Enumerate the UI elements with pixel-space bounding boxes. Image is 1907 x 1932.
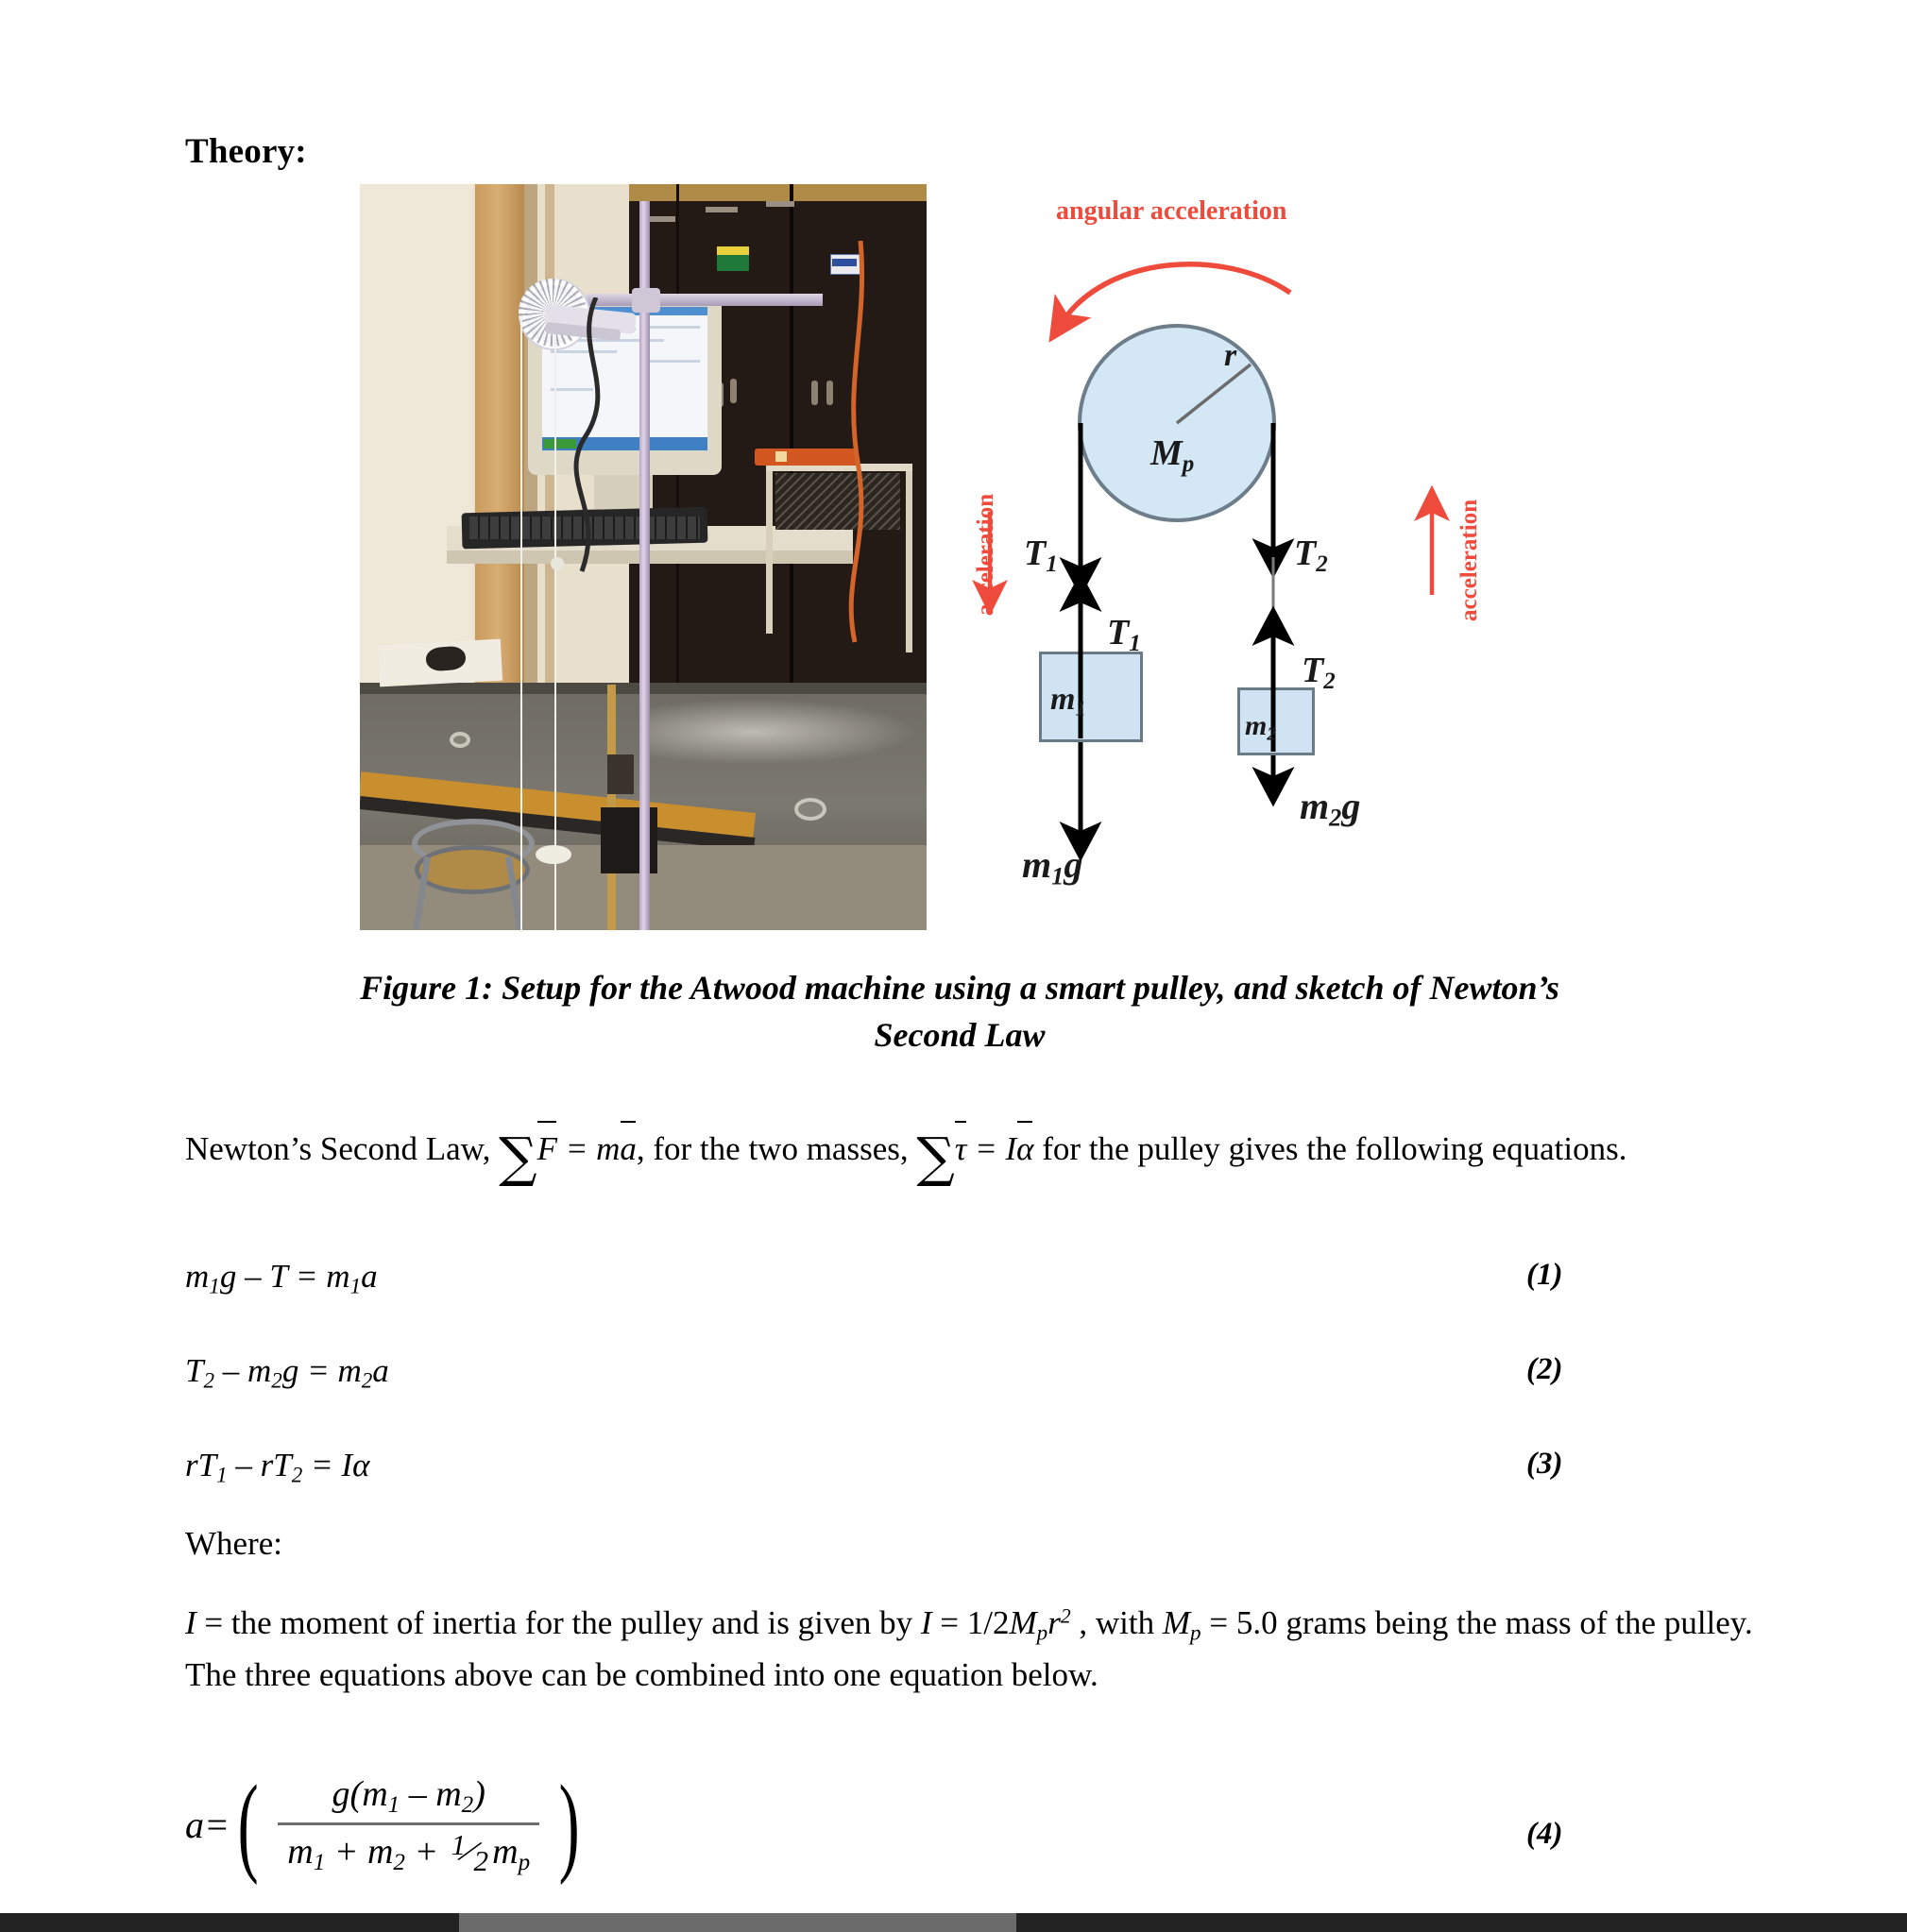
tension2-top-label bbox=[1294, 533, 1328, 578]
eq3-op: – bbox=[227, 1447, 261, 1483]
eq4-den-m2: m bbox=[366, 1832, 394, 1873]
weight2-label bbox=[1300, 784, 1360, 832]
photo-locker-vent bbox=[706, 207, 738, 212]
equation-2-number: (2) bbox=[1526, 1352, 1563, 1386]
eq1-rhs-m: m bbox=[326, 1258, 350, 1295]
horizontal-scrollbar-thumb[interactable] bbox=[459, 1913, 1016, 1932]
photo-string-left bbox=[520, 316, 522, 930]
equation-3 bbox=[185, 1447, 1753, 1487]
eq1-equals: = bbox=[287, 1258, 327, 1295]
eq4-num-open: ( bbox=[349, 1774, 363, 1814]
tension1-top-subscript: 1 bbox=[1046, 551, 1058, 578]
eq4-den-plus1: + bbox=[325, 1832, 367, 1873]
photo-locker-handle bbox=[811, 381, 818, 405]
eq4-num-m2-sub: 2 bbox=[461, 1792, 474, 1819]
tension1-top-text: T bbox=[1024, 534, 1047, 573]
photo-hanging-mass bbox=[536, 845, 571, 864]
eq4-den-mp: m bbox=[492, 1832, 519, 1873]
eq1-rhs-sub: 1 bbox=[349, 1273, 362, 1298]
where-label: Where: bbox=[185, 1525, 282, 1562]
newton-eq-1: = m bbox=[556, 1130, 621, 1167]
eq1-T: T bbox=[269, 1258, 288, 1295]
acceleration-vector: a bbox=[620, 1124, 637, 1174]
photo-orange-cable bbox=[823, 241, 927, 647]
eq3-alpha: α bbox=[352, 1447, 370, 1483]
mass1-text: m bbox=[1050, 682, 1076, 717]
equation-1 bbox=[185, 1258, 1753, 1298]
eq4-half-numerator: 1 bbox=[451, 1827, 467, 1861]
photo-cart-leg bbox=[766, 464, 773, 634]
newton-eq-2: = I bbox=[966, 1130, 1017, 1167]
eq3-T1: T bbox=[197, 1447, 217, 1483]
torque-vector: τ bbox=[955, 1124, 967, 1174]
pulley-mass-label bbox=[1150, 432, 1194, 478]
weight1-m: m bbox=[1022, 843, 1052, 886]
inertia-r-exponent: 2 bbox=[1060, 1604, 1071, 1628]
inertia-Mp-2-sub: p bbox=[1190, 1619, 1201, 1645]
weight1-label bbox=[1022, 842, 1082, 890]
eq1-a: a bbox=[361, 1258, 378, 1295]
newton-text-2: , for the two masses, bbox=[636, 1130, 917, 1167]
eq3-T2-sub: 2 bbox=[291, 1462, 303, 1487]
mass2-label bbox=[1245, 710, 1276, 746]
moment-of-inertia-paragraph bbox=[185, 1598, 1753, 1700]
eq4-den-mp-sub: p bbox=[518, 1850, 531, 1876]
tension2-top-subscript: 2 bbox=[1316, 551, 1328, 578]
figure-caption-line-1: Figure 1: Setup for the Atwood machine using a smart pulley, and sketch of Newton’s bbox=[360, 969, 1559, 1007]
eq2-g: g bbox=[281, 1352, 299, 1389]
equation-4 bbox=[185, 1762, 1753, 1887]
eq2-rhs-sub: 2 bbox=[361, 1367, 373, 1393]
tension1-block-subscript: 1 bbox=[1129, 631, 1141, 657]
eq4-one-half bbox=[448, 1827, 493, 1878]
eq4-den-m2-sub: 2 bbox=[393, 1850, 405, 1876]
eq4-fraction bbox=[266, 1773, 551, 1876]
inertia-r: r bbox=[1047, 1604, 1061, 1641]
photo-post-shadow bbox=[524, 184, 537, 770]
weight2-subscript: 2 bbox=[1329, 803, 1342, 832]
eq4-num-m1-sub: 1 bbox=[387, 1792, 400, 1819]
equation-2 bbox=[185, 1352, 1753, 1393]
acceleration-right-label: acceleration bbox=[1456, 499, 1482, 621]
eq1-g: g bbox=[219, 1258, 237, 1295]
eq4-den-m1-sub: 1 bbox=[313, 1850, 326, 1876]
photo-cable bbox=[563, 297, 676, 581]
inertia-I-2: I bbox=[920, 1604, 932, 1641]
inertia-value-text: = 5.0 grams being bbox=[1200, 1604, 1449, 1641]
angular-acceleration-arrow bbox=[1062, 264, 1290, 323]
tension2-block-text: T bbox=[1302, 651, 1324, 690]
pulley-mass-text: M bbox=[1150, 433, 1183, 473]
eq1-m: m bbox=[185, 1258, 210, 1295]
tension1-block-text: T bbox=[1107, 613, 1130, 652]
eq4-denominator bbox=[278, 1822, 539, 1876]
photo-hanging-mass-upper bbox=[551, 557, 564, 570]
tension1-block-label bbox=[1107, 612, 1141, 657]
tension2-top-text: T bbox=[1294, 534, 1317, 573]
weight2-g: g bbox=[1341, 785, 1361, 827]
eq4-num-m1: m bbox=[362, 1774, 388, 1814]
eq4-a: a bbox=[185, 1804, 204, 1847]
weight1-subscript: 1 bbox=[1051, 861, 1064, 890]
eq4-den-m1: m bbox=[287, 1832, 314, 1873]
inertia-text-2: , with bbox=[1070, 1604, 1163, 1641]
figure-caption bbox=[185, 965, 1734, 1059]
eq2-m-sub: 2 bbox=[271, 1367, 282, 1393]
acceleration-left-label: acceleration bbox=[973, 493, 998, 616]
mass2-text: m bbox=[1245, 710, 1268, 741]
eq4-close-paren: ) bbox=[558, 1762, 580, 1887]
inertia-I-symbol: I bbox=[185, 1604, 196, 1641]
photo-locker-seam bbox=[790, 184, 793, 760]
eq4-half-slash: ⁄ bbox=[460, 1832, 479, 1872]
eq2-op: – bbox=[214, 1352, 248, 1389]
weight2-m: m bbox=[1300, 785, 1330, 827]
eq2-T-sub: 2 bbox=[203, 1367, 215, 1393]
eq2-a: a bbox=[372, 1352, 389, 1389]
sigma-torque-icon: ∑ bbox=[916, 1127, 955, 1189]
eq1-op: – bbox=[236, 1258, 270, 1295]
photo-wooden-post bbox=[475, 184, 524, 770]
angular-acceleration-label: angular acceleration bbox=[1056, 196, 1287, 226]
eq3-r1: r bbox=[185, 1447, 198, 1483]
eq4-num-g: g bbox=[332, 1774, 350, 1814]
eq4-num-close: ) bbox=[473, 1774, 485, 1814]
equation-4-number: (4) bbox=[1526, 1817, 1563, 1851]
photo-table-clamp-upper bbox=[607, 754, 634, 794]
eq3-I: I bbox=[341, 1447, 353, 1483]
inertia-Mp: M bbox=[1009, 1604, 1037, 1641]
inertia-line-2: the mass of the pulley. The three equations above can be combined into one equation below. bbox=[185, 1604, 1753, 1693]
photo-locker-top-trim bbox=[629, 184, 927, 201]
equation-4-expression bbox=[185, 1762, 587, 1887]
equation-3-number: (3) bbox=[1526, 1447, 1563, 1481]
sigma-force-icon: ∑ bbox=[499, 1127, 537, 1189]
eq4-den-plus2: + bbox=[404, 1832, 448, 1873]
inertia-Mp-2: M bbox=[1162, 1604, 1191, 1641]
eq2-rhs-m: m bbox=[337, 1352, 362, 1389]
mass1-subscript: 1 bbox=[1075, 696, 1086, 720]
photo-locker-sticker bbox=[717, 246, 749, 255]
angular-acceleration-vector: α bbox=[1016, 1124, 1033, 1174]
photo-locker-vent bbox=[766, 201, 794, 207]
photo-locker-handle bbox=[730, 379, 737, 403]
eq4-num-m2: m bbox=[435, 1774, 462, 1814]
mass1-label bbox=[1050, 682, 1086, 720]
figure-caption-line-2: Second Law bbox=[874, 1015, 1046, 1054]
newton-text-3: for the pulley gives the following equations. bbox=[1033, 1130, 1627, 1167]
photo-string-right bbox=[554, 335, 556, 930]
page-title: Theory: bbox=[185, 132, 307, 171]
eq3-T1-sub: 1 bbox=[216, 1462, 228, 1487]
eq2-m: m bbox=[247, 1352, 272, 1389]
eq4-num-minus: – bbox=[400, 1774, 436, 1814]
lab-setup-photo bbox=[360, 184, 927, 930]
tension2-block-subscript: 2 bbox=[1323, 669, 1336, 695]
radius-label: r bbox=[1224, 338, 1237, 373]
eq2-equals: = bbox=[298, 1352, 338, 1389]
newton-text-1: Newton’s Second Law, bbox=[185, 1130, 500, 1167]
newton-second-law-sketch bbox=[941, 179, 1687, 925]
photo-device-light bbox=[775, 451, 787, 462]
figure-1 bbox=[185, 179, 1734, 935]
tension2-block-label bbox=[1302, 650, 1336, 695]
inertia-text-1: = the moment of inertia for the pulley and is given by bbox=[196, 1604, 921, 1641]
pulley-mass-subscript: p bbox=[1182, 451, 1195, 478]
mass2-subscript: 2 bbox=[1267, 723, 1277, 745]
eq4-equals: = bbox=[204, 1804, 230, 1847]
inertia-formula: = 1/2 bbox=[931, 1604, 1010, 1641]
photo-table-smudge bbox=[643, 699, 917, 765]
eq1-m-sub: 1 bbox=[209, 1273, 220, 1298]
equation-1-number: (1) bbox=[1526, 1258, 1563, 1292]
eq3-equals: = bbox=[302, 1447, 342, 1483]
eq2-T: T bbox=[185, 1352, 204, 1389]
photo-table-grommet bbox=[794, 798, 826, 821]
inertia-Mp-sub: p bbox=[1036, 1619, 1048, 1645]
photo-table-grommet bbox=[450, 732, 470, 748]
tension1-top-label bbox=[1024, 533, 1058, 578]
eq4-open-paren: ( bbox=[237, 1762, 259, 1887]
eq4-half-denominator: 2 bbox=[473, 1844, 489, 1878]
force-vector: F bbox=[537, 1124, 557, 1174]
newton-second-law-paragraph bbox=[185, 1117, 1753, 1198]
weight1-g: g bbox=[1064, 843, 1083, 886]
eq3-r2: r bbox=[260, 1447, 274, 1483]
eq4-numerator bbox=[278, 1773, 539, 1822]
eq3-T2: T bbox=[273, 1447, 292, 1483]
